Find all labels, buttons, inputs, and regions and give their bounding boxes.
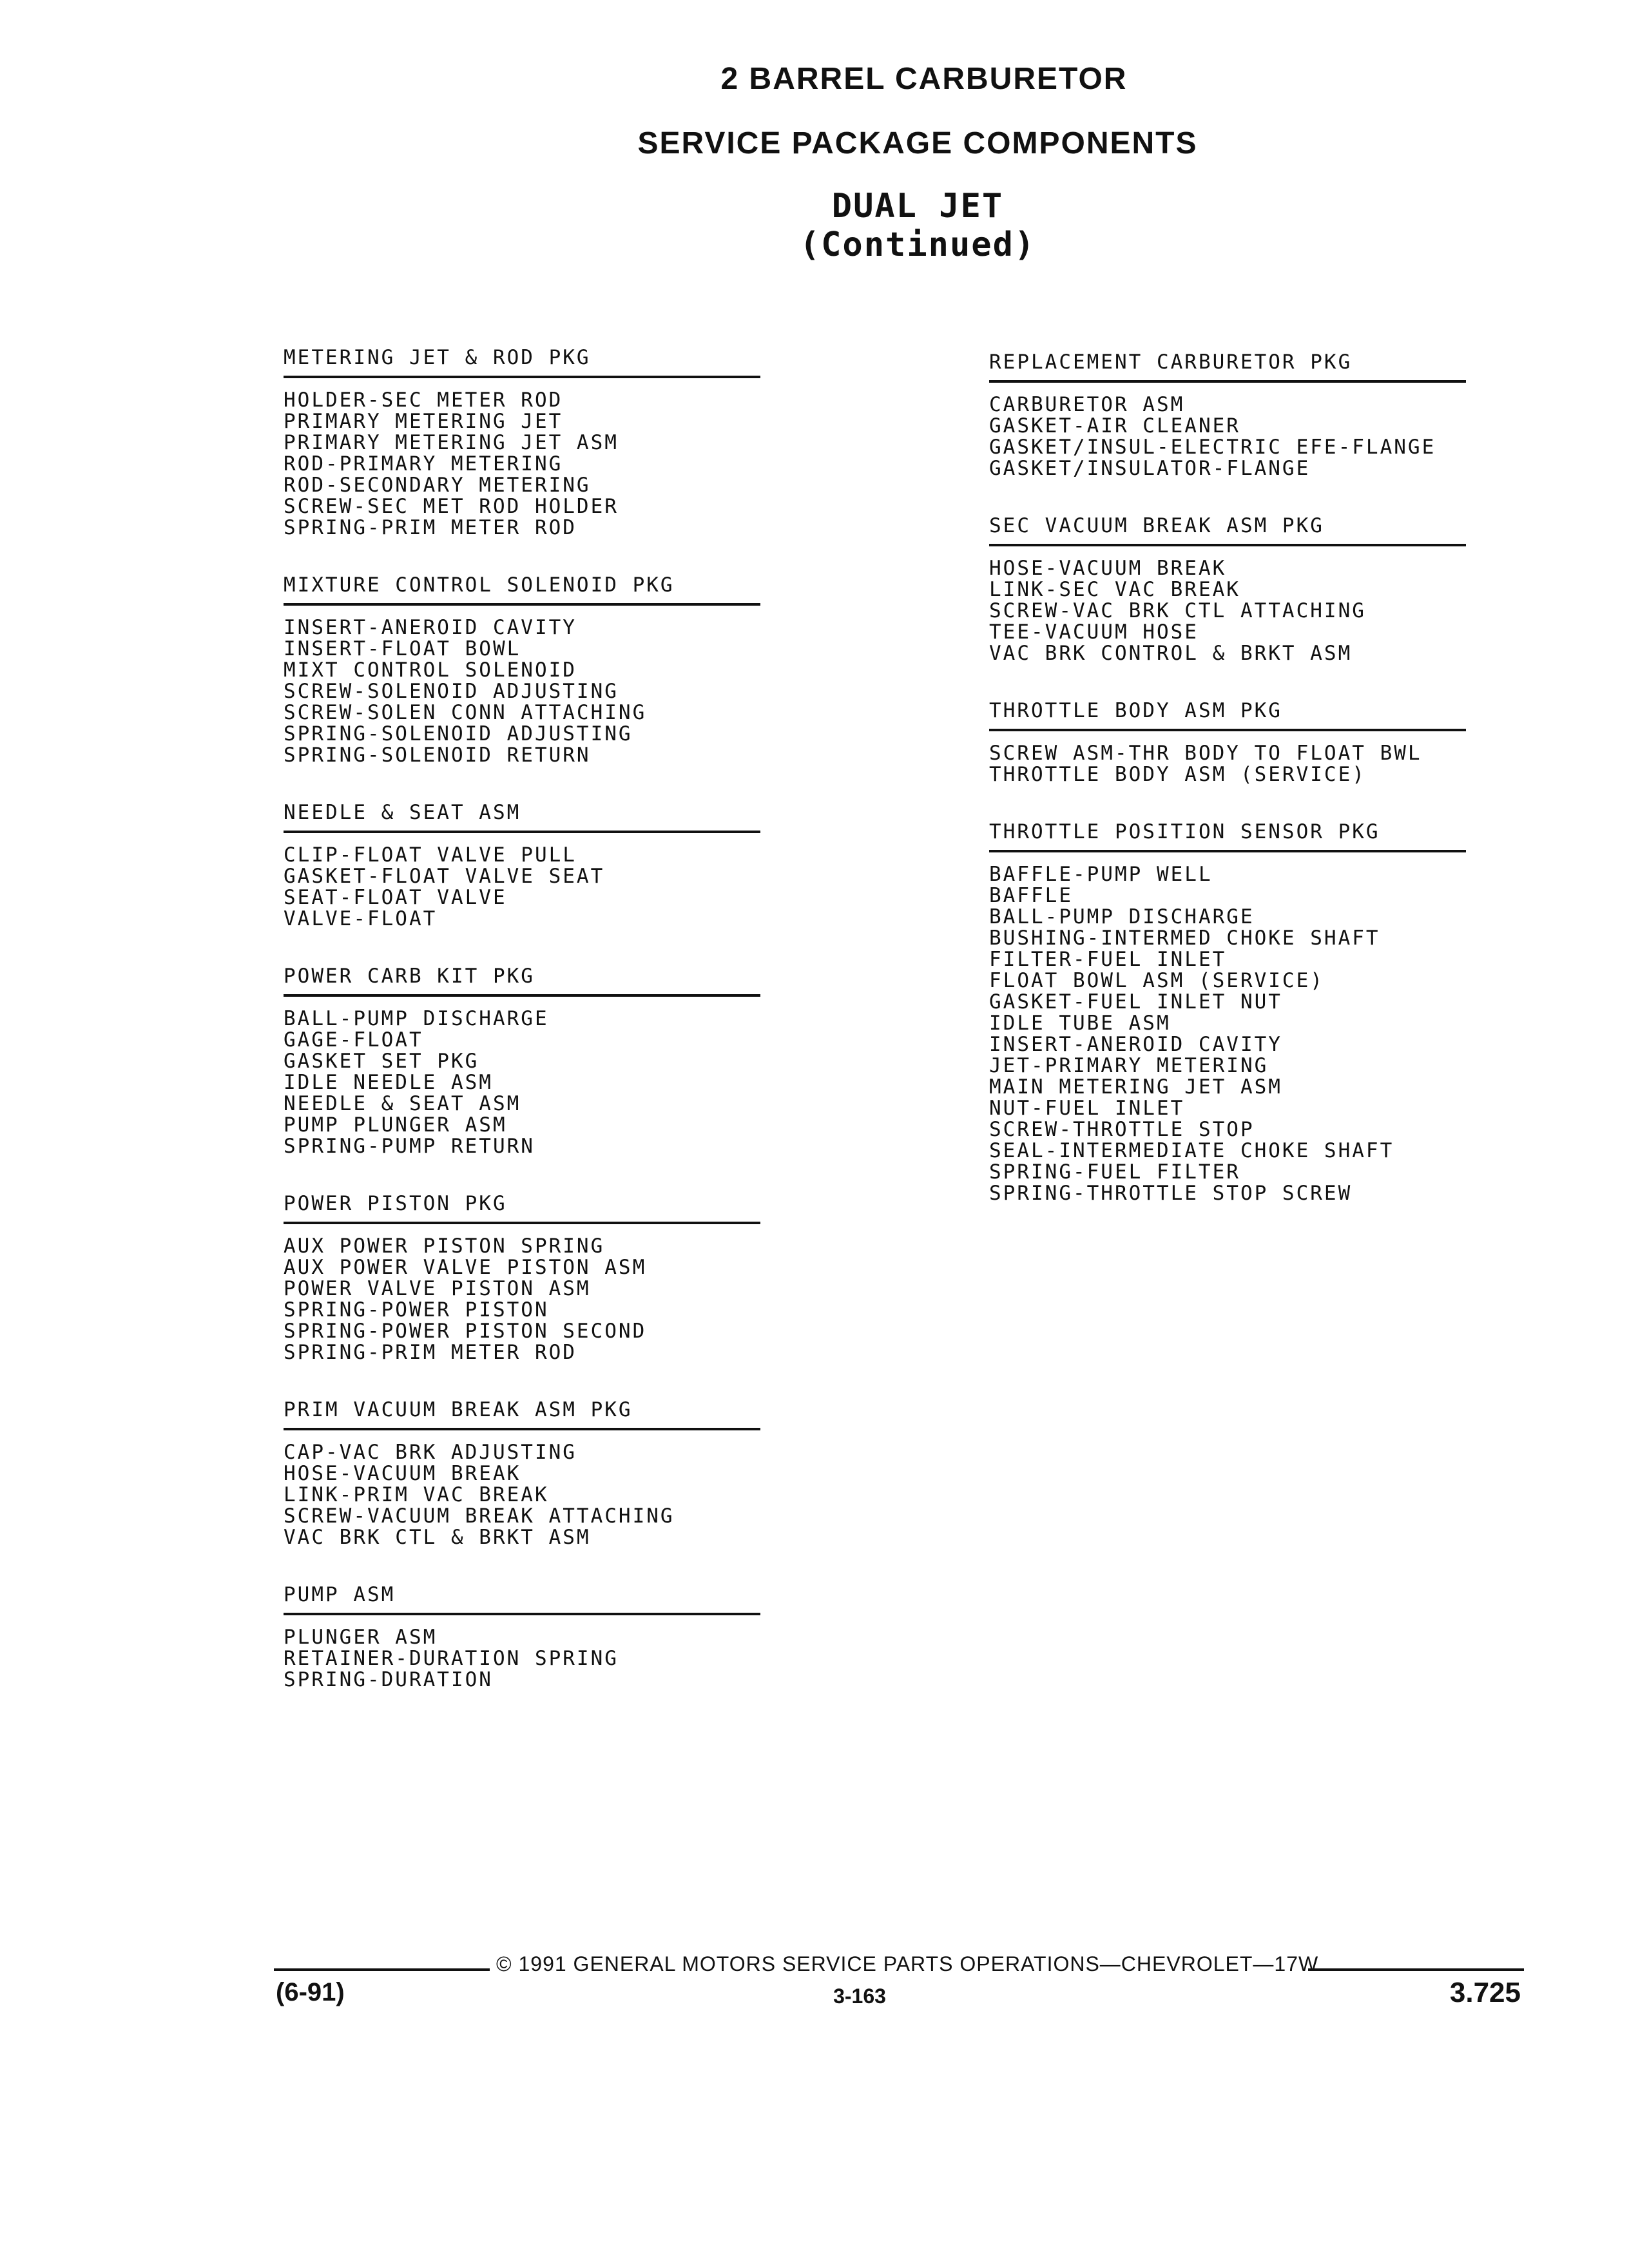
right-column: [989, 349, 1466, 1238]
component-list: [284, 1442, 760, 1548]
component-item: LINK-PRIM VAC BREAK: [284, 1483, 549, 1506]
component-item: GASKET-FUEL INLET NUT: [989, 990, 1282, 1014]
component-item: VAC BRK CTL & BRKT ASM: [284, 1526, 591, 1549]
component-item: HOSE-VACUUM BREAK: [989, 557, 1227, 580]
package-section: [284, 963, 760, 1157]
component-item: IDLE TUBE ASM: [989, 1012, 1171, 1035]
package-section: [284, 345, 760, 539]
component-list: [284, 1236, 760, 1363]
component-item: HOSE-VACUUM BREAK: [284, 1462, 521, 1485]
component-item: GAGE-FLOAT: [284, 1028, 423, 1052]
package-section: [284, 800, 760, 930]
component-item: SCREW-VACUUM BREAK ATTACHING: [284, 1504, 675, 1528]
component-item: INSERT-ANEROID CAVITY: [284, 616, 577, 639]
component-item: SPRING-POWER PISTON SECOND: [284, 1320, 647, 1343]
component-item: THROTTLE BODY ASM (SERVICE): [989, 763, 1366, 786]
component-item: CLIP-FLOAT VALVE PULL: [284, 843, 577, 867]
package-section: [284, 1582, 760, 1691]
component-item: TEE-VACUUM HOSE: [989, 620, 1199, 644]
component-item: ROD-PRIMARY METERING: [284, 452, 563, 476]
component-item: POWER VALVE PISTON ASM: [284, 1277, 591, 1300]
component-item: GASKET/INSULATOR-FLANGE: [989, 457, 1311, 480]
component-item: RETAINER-DURATION SPRING: [284, 1647, 619, 1670]
component-list: [284, 1627, 760, 1691]
section-title: THROTTLE POSITION SENSOR PKG: [989, 819, 1466, 852]
component-item: FLOAT BOWL ASM (SERVICE): [989, 969, 1324, 992]
component-list: [284, 617, 760, 766]
component-item: MIXT CONTROL SOLENOID: [284, 658, 577, 682]
section-title: PRIM VACUUM BREAK ASM PKG: [284, 1397, 760, 1430]
package-section: [284, 572, 760, 766]
component-item: GASKET-AIR CLEANER: [989, 414, 1240, 437]
footer-rule-left: [274, 1968, 490, 1971]
component-item: LINK-SEC VAC BREAK: [989, 578, 1240, 601]
section-title: MIXTURE CONTROL SOLENOID PKG: [284, 572, 760, 606]
component-item: NUT-FUEL INLET: [989, 1097, 1185, 1120]
footer-rule-right: [1308, 1968, 1524, 1971]
title-line-4: (Continued): [799, 226, 1036, 264]
component-item: PLUNGER ASM: [284, 1626, 438, 1649]
component-item: BALL-PUMP DISCHARGE: [989, 905, 1255, 928]
component-item: PRIMARY METERING JET: [284, 410, 563, 433]
footer-copyright: © 1991 GENERAL MOTORS SERVICE PARTS OPERATIONS—CHEVROLET—17W: [496, 1952, 1319, 1975]
component-item: AUX POWER VALVE PISTON ASM: [284, 1256, 647, 1279]
component-item: SPRING-PRIM METER ROD: [284, 516, 577, 539]
section-title: PUMP ASM: [284, 1582, 760, 1615]
title-line-1: 2 BARREL CARBURETOR: [720, 62, 1128, 96]
component-item: SCREW-SEC MET ROD HOLDER: [284, 495, 619, 518]
component-item: PUMP PLUNGER ASM: [284, 1113, 507, 1137]
component-list: [989, 558, 1466, 664]
component-item: NEEDLE & SEAT ASM: [284, 1092, 521, 1115]
package-section: [989, 349, 1466, 479]
component-item: FILTER-FUEL INLET: [989, 948, 1227, 971]
component-item: VAC BRK CONTROL & BRKT ASM: [989, 642, 1353, 665]
component-item: AUX POWER PISTON SPRING: [284, 1235, 605, 1258]
component-item: SPRING-POWER PISTON: [284, 1298, 549, 1321]
component-item: INSERT-ANEROID CAVITY: [989, 1033, 1282, 1056]
component-item: CAP-VAC BRK ADJUSTING: [284, 1441, 577, 1464]
title-line-3: DUAL JET: [831, 187, 1004, 226]
section-title: POWER CARB KIT PKG: [284, 963, 760, 997]
component-item: SPRING-PUMP RETURN: [284, 1135, 535, 1158]
component-item: SCREW-SOLEN CONN ATTACHING: [284, 701, 647, 724]
section-title: NEEDLE & SEAT ASM: [284, 800, 760, 833]
component-item: HOLDER-SEC METER ROD: [284, 389, 563, 412]
component-item: SEAL-INTERMEDIATE CHOKE SHAFT: [989, 1139, 1394, 1162]
package-section: [989, 513, 1466, 664]
section-title: REPLACEMENT CARBURETOR PKG: [989, 349, 1466, 383]
component-list: [989, 394, 1466, 479]
title-line-2: SERVICE PACKAGE COMPONENTS: [637, 126, 1198, 160]
component-item: IDLE NEEDLE ASM: [284, 1071, 493, 1094]
component-item: GASKET-FLOAT VALVE SEAT: [284, 865, 605, 888]
left-column: [284, 345, 760, 1724]
package-section: [284, 1191, 760, 1363]
component-item: SPRING-SOLENOID ADJUSTING: [284, 722, 633, 745]
section-title: THROTTLE BODY ASM PKG: [989, 698, 1466, 731]
package-section: [989, 698, 1466, 785]
component-list: [989, 864, 1466, 1204]
section-title: SEC VACUUM BREAK ASM PKG: [989, 513, 1466, 546]
component-item: GASKET SET PKG: [284, 1050, 479, 1073]
component-item: PRIMARY METERING JET ASM: [284, 431, 619, 454]
component-list: [284, 845, 760, 930]
component-item: MAIN METERING JET ASM: [989, 1075, 1282, 1099]
component-list: [284, 390, 760, 539]
component-list: [989, 743, 1466, 785]
section-title: METERING JET & ROD PKG: [284, 345, 760, 378]
component-item: BAFFLE-PUMP WELL: [989, 863, 1213, 886]
component-item: CARBURETOR ASM: [989, 393, 1185, 416]
component-item: SEAT-FLOAT VALVE: [284, 886, 507, 909]
component-item: SPRING-PRIM METER ROD: [284, 1341, 577, 1364]
component-item: ROD-SECONDARY METERING: [284, 474, 591, 497]
component-item: SCREW-VAC BRK CTL ATTACHING: [989, 599, 1366, 622]
component-item: BUSHING-INTERMED CHOKE SHAFT: [989, 927, 1380, 950]
component-item: JET-PRIMARY METERING: [989, 1054, 1269, 1077]
component-item: SCREW-THROTTLE STOP: [989, 1118, 1255, 1141]
component-item: INSERT-FLOAT BOWL: [284, 637, 521, 660]
component-item: BALL-PUMP DISCHARGE: [284, 1007, 549, 1030]
component-item: VALVE-FLOAT: [284, 907, 438, 930]
component-item: SCREW-SOLENOID ADJUSTING: [284, 680, 619, 703]
component-item: SPRING-SOLENOID RETURN: [284, 744, 591, 767]
section-title: POWER PISTON PKG: [284, 1191, 760, 1224]
footer-page-number: 3-163: [833, 1984, 886, 2008]
component-item: SPRING-THROTTLE STOP SCREW: [989, 1182, 1353, 1205]
component-item: SPRING-FUEL FILTER: [989, 1160, 1240, 1184]
component-item: SPRING-DURATION: [284, 1668, 493, 1691]
component-item: BAFFLE: [989, 884, 1073, 907]
component-list: [284, 1008, 760, 1157]
package-section: [989, 819, 1466, 1204]
component-item: GASKET/INSUL-ELECTRIC EFE-FLANGE: [989, 436, 1436, 459]
component-item: SCREW ASM-THR BODY TO FLOAT BWL: [989, 742, 1422, 765]
package-section: [284, 1397, 760, 1548]
footer-date: (6-91): [276, 1978, 345, 2006]
footer-section-number: 3.725: [1449, 1977, 1521, 2008]
